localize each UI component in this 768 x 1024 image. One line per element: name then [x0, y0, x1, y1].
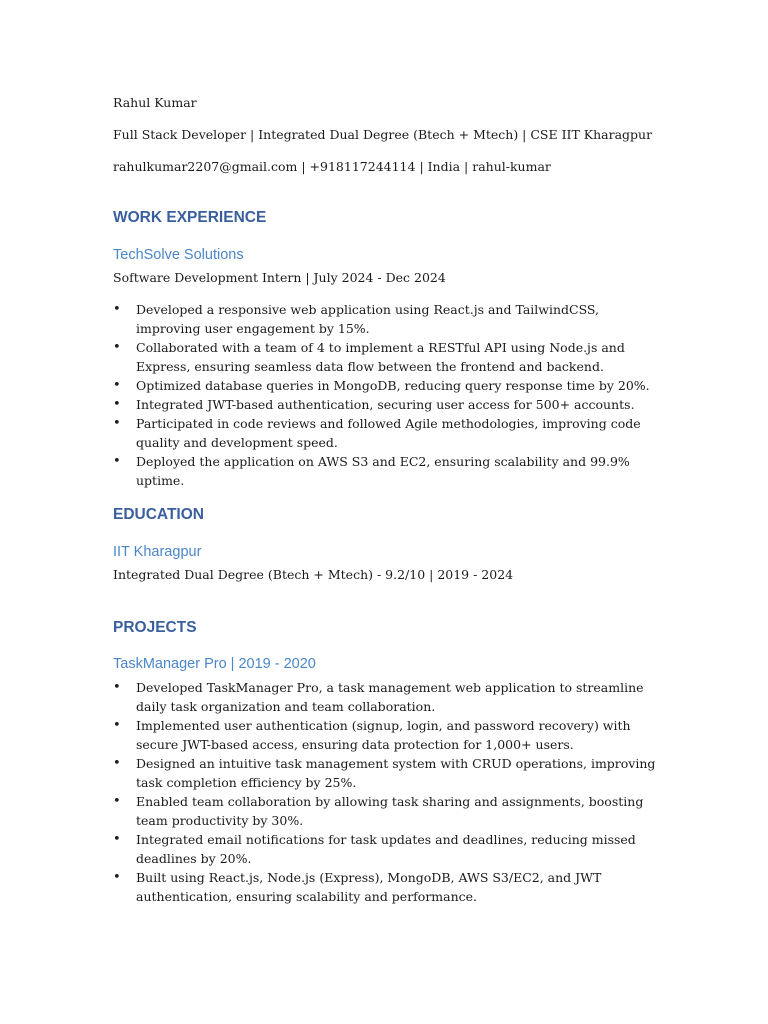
- work-bullet-list: [113, 300, 658, 490]
- bullet-icon: •: [113, 302, 121, 317]
- list-item: [113, 395, 658, 414]
- list-item: [113, 830, 658, 868]
- bullet-icon: •: [113, 340, 121, 355]
- bullet-icon: •: [113, 416, 121, 431]
- school-name: IIT Kharagpur: [113, 544, 202, 560]
- bullet-text: Integrated JWT-based authentication, securing user access for 500+ accounts.: [136, 397, 635, 412]
- bullet-text: Enabled team collaboration by allowing task sharing and assignments, boosting team productivity by 30%.: [136, 794, 644, 828]
- bullet-icon: •: [113, 378, 121, 393]
- bullet-icon: •: [113, 794, 121, 809]
- bullet-text: Optimized database queries in MongoDB, reducing query response time by 20%.: [136, 378, 650, 393]
- bullet-text: Built using React.js, Node.js (Express), MongoDB, AWS S3/EC2, and JWT authentication, ensuring scalability and performance.: [136, 870, 602, 904]
- list-item: [113, 338, 658, 376]
- bullet-text: Designed an intuitive task management system with CRUD operations, improving task completion efficiency by 25%.: [136, 756, 656, 790]
- bullet-icon: •: [113, 680, 121, 695]
- bullet-text: Developed TaskManager Pro, a task management web application to streamline daily task organization and team collaboration.: [136, 680, 644, 714]
- bullet-text: Integrated email notifications for task updates and deadlines, reducing missed deadlines by 20%.: [136, 832, 636, 866]
- bullet-text: Implemented user authentication (signup, login, and password recovery) with secure JWT-based access, ensuring data protection for 1,000+ users.: [136, 718, 631, 752]
- list-item: [113, 376, 658, 395]
- work-experience-heading: WORK EXPERIENCE: [113, 209, 267, 226]
- education-heading: EDUCATION: [113, 506, 204, 523]
- list-item: [113, 716, 658, 754]
- bullet-icon: •: [113, 756, 121, 771]
- list-item: [113, 754, 658, 792]
- list-item: [113, 678, 658, 716]
- list-item: [113, 452, 658, 490]
- project-bullet-list: [113, 678, 658, 906]
- bullet-icon: •: [113, 870, 121, 885]
- bullet-text: Participated in code reviews and followed Agile methodologies, improving code quality and development speed.: [136, 416, 641, 450]
- bullet-icon: •: [113, 454, 121, 469]
- bullet-icon: •: [113, 718, 121, 733]
- list-item: [113, 792, 658, 830]
- list-item: [113, 414, 658, 452]
- bullet-icon: •: [113, 397, 121, 412]
- list-item: [113, 868, 658, 906]
- degree-line: Integrated Dual Degree (Btech + Mtech) - 9.2/10 | 2019 - 2024: [113, 567, 514, 582]
- bullet-text: Collaborated with a team of 4 to implement a RESTful API using Node.js and Express, ensuring seamless data flow between the frontend and backend.: [136, 340, 625, 374]
- bullet-text: Deployed the application on AWS S3 and EC2, ensuring scalability and 99.9% uptime.: [136, 454, 630, 488]
- list-item: [113, 300, 658, 338]
- company-name: TechSolve Solutions: [113, 247, 244, 263]
- role-line: Software Development Intern | July 2024 - Dec 2024: [113, 270, 446, 285]
- projects-heading: PROJECTS: [113, 619, 197, 636]
- bullet-text: Developed a responsive web application using React.js and TailwindCSS, improving user engagement by 15%.: [136, 302, 600, 336]
- project-title: TaskManager Pro | 2019 - 2020: [113, 656, 316, 672]
- bullet-icon: •: [113, 832, 121, 847]
- candidate-name: Rahul Kumar: [113, 95, 197, 110]
- candidate-tagline: Full Stack Developer | Integrated Dual Degree (Btech + Mtech) | CSE IIT Kharagpur: [113, 127, 653, 142]
- contact-line: rahulkumar2207@gmail.com | +918117244114 | India | rahul-kumar: [113, 159, 551, 174]
